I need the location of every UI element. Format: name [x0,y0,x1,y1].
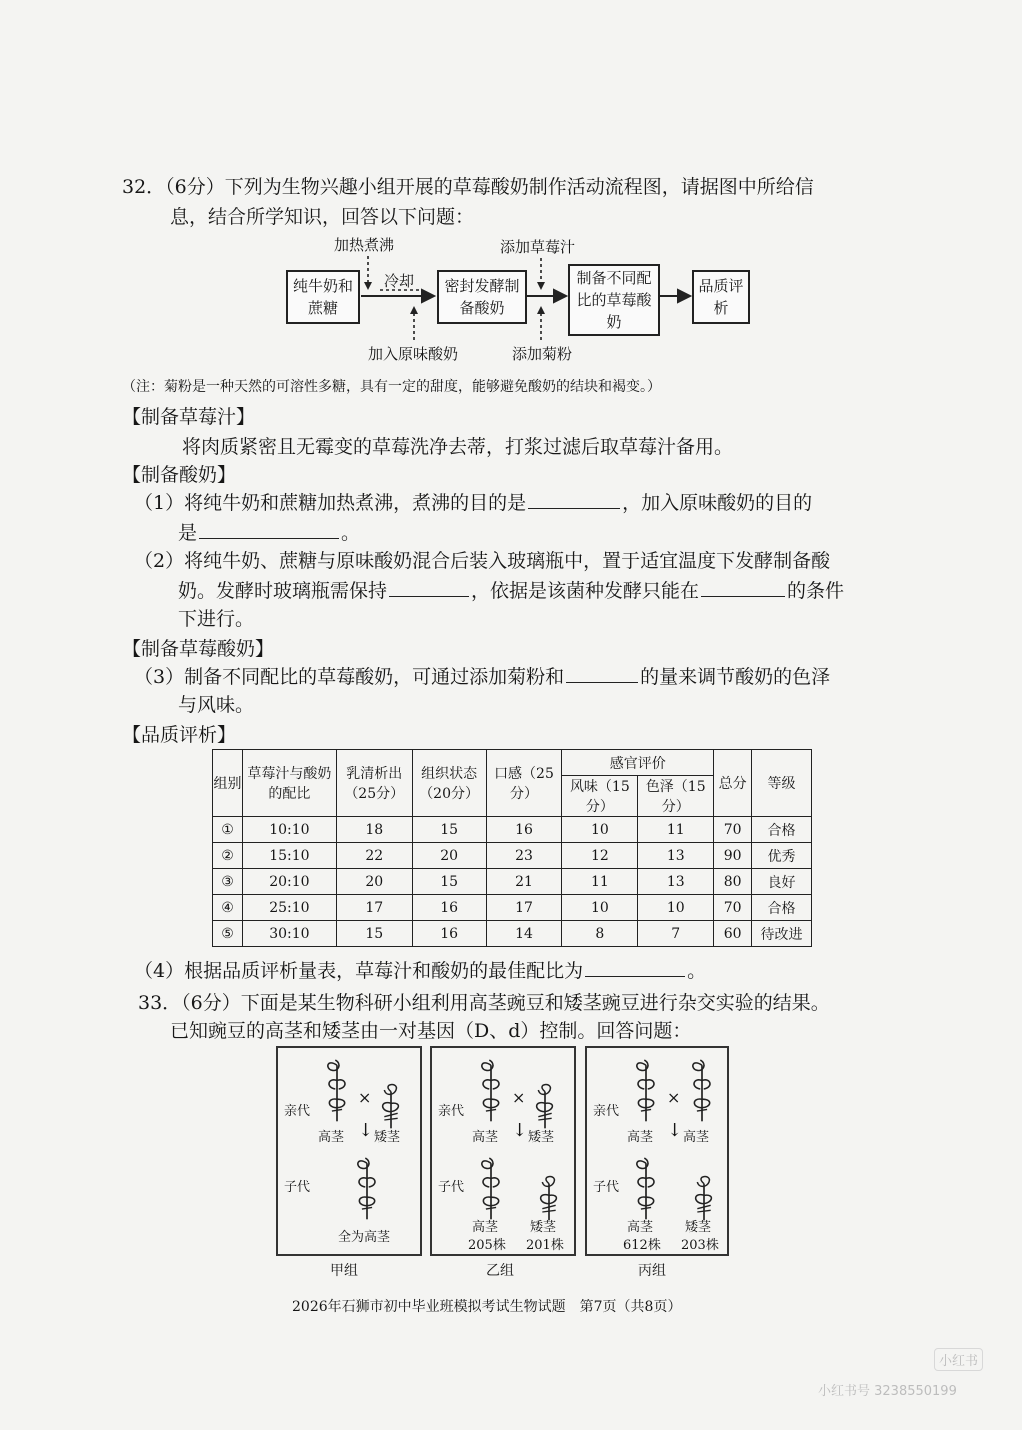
yi-child-label: 子代 [438,1180,465,1195]
q32-stem-line1: 32．（6分）下列为生物兴趣小组开展的草莓酸奶制作活动流程图，请据图中所给信 [122,176,814,198]
table-cell: 16 [412,895,486,921]
bing-tall-plant-icon-1 [629,1054,663,1124]
th-grade: 等级 [752,750,812,817]
yi-child-short-count: 201株 [526,1238,564,1253]
yi-child-short-plant-icon [532,1172,566,1222]
jia-tall-plant-icon [320,1054,354,1124]
q32-part3-line1: （3）制备不同配比的草莓酸奶，可通过添加菊粉和 的量来调节酸奶的色泽 [134,662,830,692]
table-row [213,921,812,947]
q32-part2-line3: 下进行。 [178,608,255,630]
jia-down-arrow-icon: ↓ [358,1120,374,1141]
table-cell: 11 [562,869,638,895]
table-cell: 12 [562,843,638,869]
bing-child-short-count: 203株 [681,1238,719,1253]
yi-short-label: 矮茎 [528,1130,555,1145]
th-total: 总分 [714,750,752,817]
th-taste: 口感（25分） [486,750,562,817]
bing-down-arrow-icon: ↓ [667,1120,683,1141]
table-cell: 70 [714,895,752,921]
watermark-logo: 小红书 [934,1348,983,1371]
answer-blank-3[interactable] [389,576,469,597]
table-row [213,843,812,869]
jia-child-result: 全为高茎 [338,1230,391,1245]
section-yogurt: 【制备酸奶】 [122,464,237,486]
panel-jia [276,1046,422,1256]
group-label-yi: 乙组 [486,1263,514,1279]
panel-yi [430,1046,576,1256]
table-cell: 16 [412,921,486,947]
jia-short-plant-icon [374,1080,408,1130]
table-cell: ④ [213,895,243,921]
table-cell: 20:10 [242,869,336,895]
bing-tall-plant-icon-2 [685,1054,719,1124]
table-cell: 8 [562,921,638,947]
table-cell: 7 [638,921,714,947]
label-add-yogurt: 加入原味酸奶 [368,345,459,363]
bing-tall-label-2: 高茎 [683,1130,710,1145]
yi-tall-label: 高茎 [472,1130,499,1145]
table-cell: 17 [336,895,412,921]
quality-table-body [213,817,812,947]
group-label-jia: 甲组 [330,1263,358,1279]
table-cell: 13 [638,843,714,869]
section-strawberry-juice: 【制备草莓汁】 [122,406,256,428]
jia-short-label: 矮茎 [374,1130,401,1145]
table-cell: 70 [714,817,752,843]
group-label-bing: 丙组 [638,1263,666,1279]
quality-table [212,749,812,947]
yi-child-tall-count: 205株 [468,1238,506,1253]
label-add-juice: 添加草莓汁 [500,238,576,256]
bing-child-tall-plant-icon [629,1152,663,1222]
q32-part1-line2: 是 。 [178,518,360,548]
table-cell: 10:10 [242,817,336,843]
flow-box-strawberry-yogurt: 制备不同配比的草莓酸奶 [568,264,660,336]
table-row [213,869,812,895]
bing-parent-label: 亲代 [593,1104,620,1119]
table-cell: 14 [486,921,562,947]
answer-blank-1[interactable] [528,488,620,509]
section-strawberry-yogurt: 【制备草莓酸奶】 [122,638,275,660]
q32-part1-line1: （1）将纯牛奶和蔗糖加热煮沸，煮沸的目的是 ，加入原味酸奶的目的 [134,488,812,518]
th-flavor: 风味（15分） [562,776,638,817]
table-cell: ③ [213,869,243,895]
table-cell: 23 [486,843,562,869]
jia-cross-symbol: × [358,1088,372,1107]
jia-parent-label: 亲代 [284,1104,311,1119]
th-whey: 乳清析出（25分） [336,750,412,817]
table-cell: 13 [638,869,714,895]
answer-blank-4[interactable] [701,576,785,597]
yi-child-tall-plant-icon [474,1152,508,1222]
table-cell: 22 [336,843,412,869]
q32-part2-line1: （2）将纯牛奶、蔗糖与原味酸奶混合后装入玻璃瓶中，置于适宜温度下发酵制备酸 [134,550,831,572]
th-structure: 组织状态（20分） [412,750,486,817]
th-sensory: 感官评价 [562,750,714,776]
answer-blank-5[interactable] [566,662,638,683]
table-cell: 21 [486,869,562,895]
note-inulin: （注：菊粉是一种天然的可溶性多糖，具有一定的甜度，能够避免酸奶的结块和褐变。） [122,379,661,395]
table-cell: 15 [412,817,486,843]
bing-tall-label-1: 高茎 [627,1130,654,1145]
bing-child-label: 子代 [593,1180,620,1195]
bing-child-short-label: 矮茎 [685,1220,712,1235]
flow-box-milk-sugar: 纯牛奶和蔗糖 [286,270,360,324]
table-cell: 11 [638,817,714,843]
yi-tall-plant-icon [474,1054,508,1124]
label-add-inulin: 添加菊粉 [512,345,573,363]
table-cell: 30:10 [242,921,336,947]
table-cell: 15 [336,921,412,947]
th-group: 组别 [213,750,243,817]
answer-blank-6[interactable] [585,956,685,977]
table-cell: 10 [638,895,714,921]
table-cell: 10 [562,817,638,843]
flow-arrow-1-head [422,290,434,302]
yi-child-tall-label: 高茎 [472,1220,499,1235]
table-cell: 15:10 [242,843,336,869]
table-cell: 60 [714,921,752,947]
table-cell: ⑤ [213,921,243,947]
section-quality: 【品质评析】 [122,724,237,746]
table-cell: 20 [336,869,412,895]
table-cell: 合格 [752,817,812,843]
flow-box-quality: 品质评析 [692,270,750,324]
bing-child-tall-label: 高茎 [627,1220,654,1235]
flow-arrow-2-head [554,290,566,302]
table-cell: 待改进 [752,921,812,947]
flow-arrow-3-head [678,290,690,302]
q32-part3-line2: 与风味。 [178,694,255,716]
table-cell: 良好 [752,869,812,895]
table-cell: 20 [412,843,486,869]
q33-stem-line1: 33．（6分）下面是某生物科研小组利用高茎豌豆和矮茎豌豆进行杂交实验的结果。 [138,992,830,1014]
table-cell: ① [213,817,243,843]
table-cell: 15 [412,869,486,895]
bing-child-tall-count: 612株 [623,1238,661,1253]
label-heat-boil: 加热煮沸 [334,236,395,254]
table-cell: 90 [714,843,752,869]
yi-parent-label: 亲代 [438,1104,465,1119]
yi-child-short-label: 矮茎 [530,1220,557,1235]
th-color: 色泽（15分） [638,776,714,817]
page-footer: 2026年石狮市初中毕业班模拟考试生物试题 第7页（共8页） [292,1299,682,1315]
watermark-id: 小红书号 3238550199 [818,1384,957,1399]
table-cell: 80 [714,869,752,895]
table-row [213,895,812,921]
table-row [213,817,812,843]
table-cell: 25:10 [242,895,336,921]
yi-down-arrow-icon: ↓ [512,1120,528,1141]
table-cell: 合格 [752,895,812,921]
flow-box-ferment: 密封发酵制备酸奶 [437,270,527,324]
label-cool: 冷却 [384,272,415,290]
bing-child-short-plant-icon [687,1172,721,1222]
jia-child-plant-icon [350,1152,384,1222]
bing-cross-symbol: × [667,1088,681,1107]
q33-stem-line2: 已知豌豆的高茎和矮茎由一对基因（D、d）控制。回答问题： [170,1020,692,1042]
jia-child-label: 子代 [284,1180,311,1195]
jia-tall-label: 高茎 [318,1130,345,1145]
table-cell: 10 [562,895,638,921]
q32-stem-line2: 息，结合所学知识，回答以下问题： [170,206,475,228]
th-ratio: 草莓汁与酸奶的配比 [242,750,336,817]
q32-part2-line2: 奶。发酵时玻璃瓶需保持 ，依据是该菌种发酵只能在 的条件 [178,576,844,606]
answer-blank-2[interactable] [199,518,339,539]
table-cell: ② [213,843,243,869]
table-cell: 16 [486,817,562,843]
panel-bing [585,1046,729,1256]
strawberry-juice-text: 将肉质紧密且无霉变的草莓洗净去蒂，打浆过滤后取草莓汁备用。 [182,436,734,458]
table-cell: 优秀 [752,843,812,869]
yi-short-plant-icon [528,1080,562,1130]
q32-part4: （4）根据品质评析量表，草莓汁和酸奶的最佳配比为 。 [134,956,706,986]
table-cell: 18 [336,817,412,843]
yi-cross-symbol: × [512,1088,526,1107]
table-cell: 17 [486,895,562,921]
